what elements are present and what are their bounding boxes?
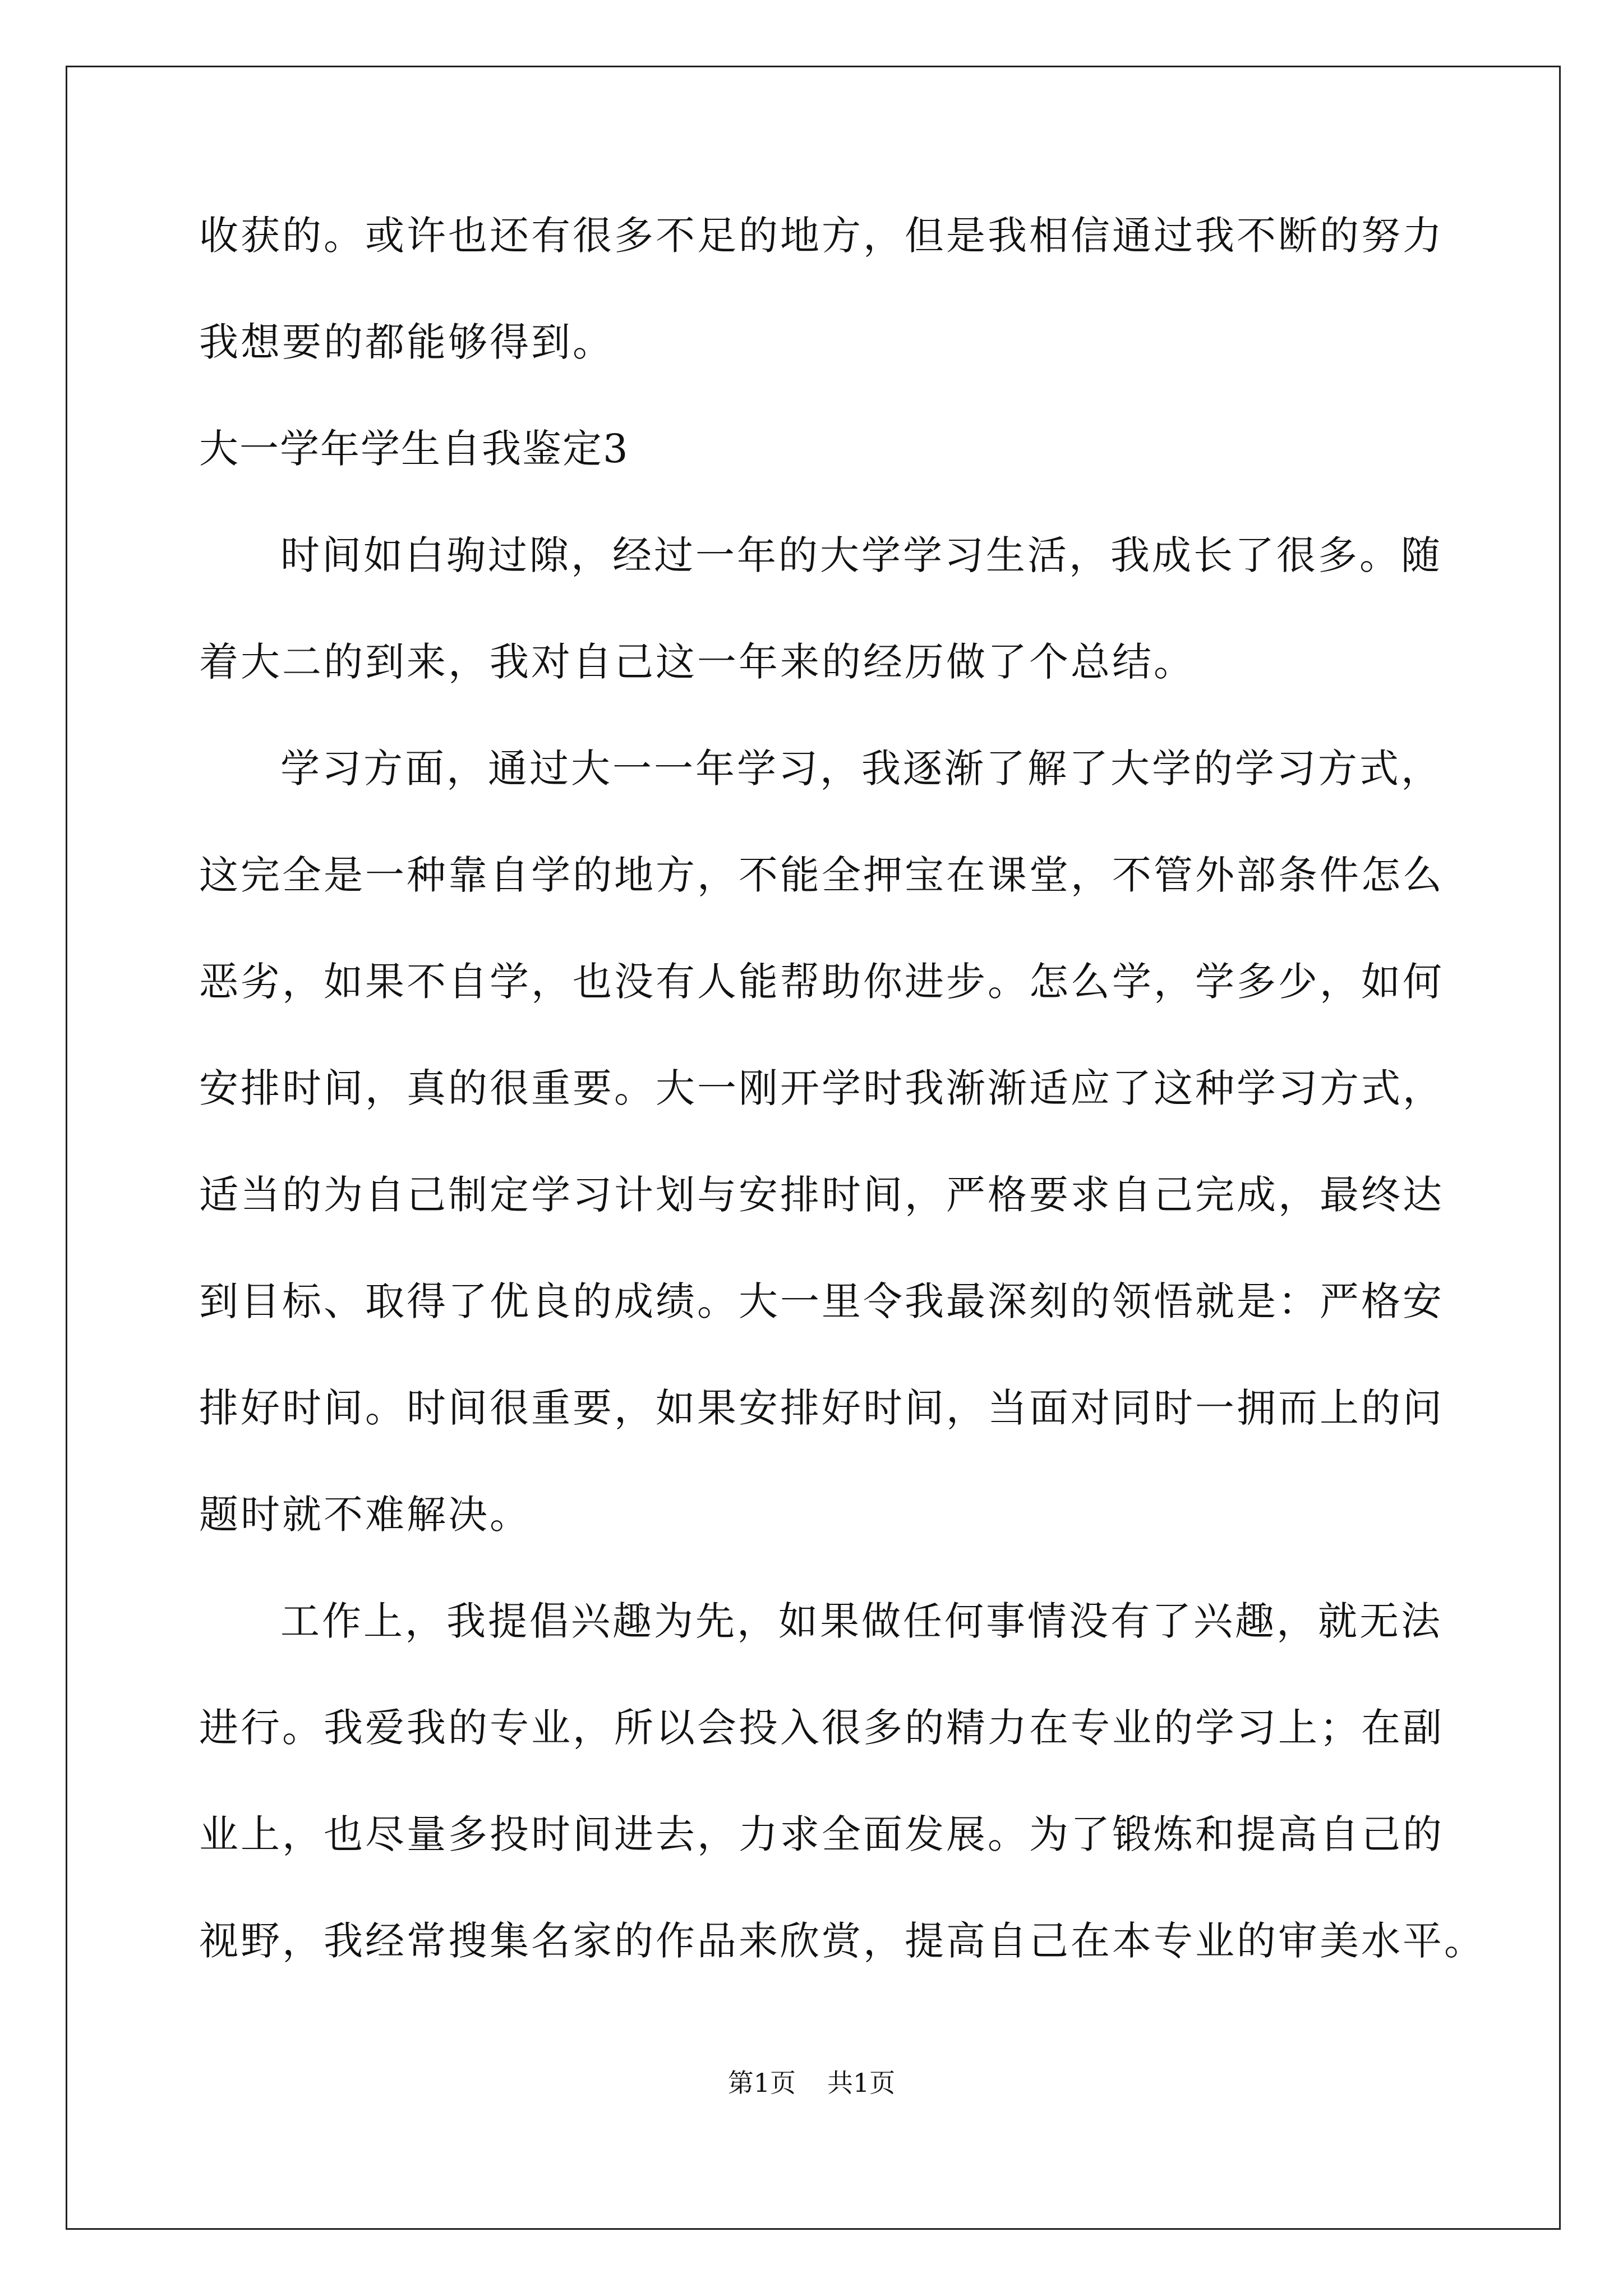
text-line: 视野，我经常搜集名家的作品来欣赏，提高自己在本专业的审美水平。 [199,1918,1486,1964]
text-line: 我想要的都能够得到。 [199,319,614,365]
text-line: 题时就不难解决。 [199,1492,531,1538]
page-total: 共1页 [827,2068,896,2098]
text-line: 安排时间，真的很重要。大一刚开学时我渐渐适应了这种学习方式， [199,1065,1444,1111]
section-heading: 大一学年学生自我鉴定3 [199,426,629,472]
text-line: 收获的。或许也还有很多不足的地方，但是我相信通过我不断的努力 [199,213,1444,259]
text-line: 恶劣，如果不自学，也没有人能帮助你进步。怎么学，学多少，如何 [199,959,1444,1005]
text-line: 业上，也尽量多投时间进去，力求全面发展。为了锻炼和提高自己的 [199,1811,1444,1857]
document-body [199,213,1486,2028]
page-footer [0,2070,1623,2096]
text-line: 适当的为自己制定学习计划与安排时间，严格要求自己完成，最终达 [199,1172,1444,1218]
paragraph-start: 工作上，我提倡兴趣为先，如果做任何事情没有了兴趣，就无法 [280,1598,1442,1644]
text-line: 到目标、取得了优良的成绩。大一里令我最深刻的领悟就是：严格安 [199,1278,1444,1324]
text-line: 进行。我爱我的专业，所以会投入很多的精力在专业的学习上；在副 [199,1705,1444,1751]
paragraph-start: 时间如白驹过隙，经过一年的大学学习生活，我成长了很多。随 [280,532,1442,578]
page-number: 第1页 [727,2068,796,2098]
text-line: 这完全是一种靠自学的地方，不能全押宝在课堂，不管外部条件怎么 [199,852,1444,898]
paragraph-start: 学习方面，通过大一一年学习，我逐渐了解了大学的学习方式， [280,746,1442,792]
text-line: 排好时间。时间很重要，如果安排好时间，当面对同时一拥而上的问 [199,1385,1444,1431]
text-line: 着大二的到来，我对自己这一年来的经历做了个总结。 [199,639,1195,685]
